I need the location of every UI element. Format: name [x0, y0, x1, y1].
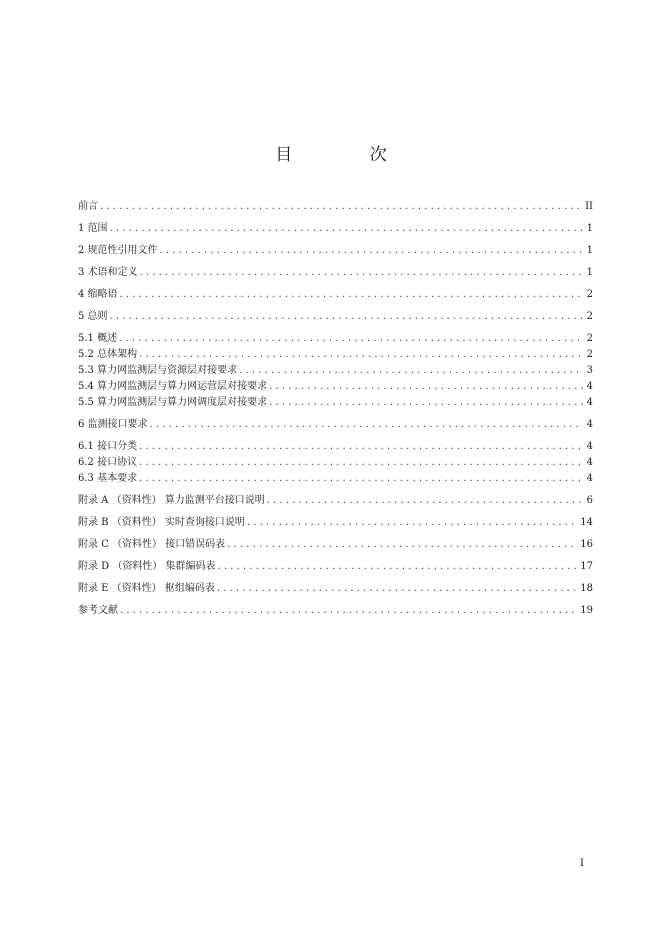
table-of-contents — [78, 193, 593, 619]
toc-entry-1[interactable] — [78, 221, 593, 237]
toc-entry-page: 16 — [580, 539, 593, 550]
toc-dot-leader — [120, 287, 583, 303]
toc-dot-leader — [269, 395, 583, 411]
toc-entry-2[interactable] — [78, 243, 593, 259]
toc-entry-page: 1 — [586, 223, 593, 234]
toc-entry-6-3[interactable] — [78, 471, 593, 487]
toc-dot-leader — [110, 309, 583, 325]
toc-entry-page: 17 — [580, 561, 593, 572]
toc-entry-label: 参考文献 — [78, 605, 118, 616]
toc-dot-leader — [140, 265, 583, 281]
page-title: 目 次 — [275, 145, 423, 165]
toc-entry-label: 5 总则 — [78, 311, 108, 322]
toc-dot-leader — [139, 439, 583, 455]
toc-entry-5[interactable] — [78, 309, 593, 325]
toc-dot-leader — [110, 221, 583, 237]
toc-entry-label: 5.3 算力网监测层与资源层对接要求 — [78, 365, 238, 376]
toc-entry-appendix-e[interactable] — [78, 581, 593, 597]
toc-entry-label: 附录 D （资料性） 集群编码表 — [78, 561, 216, 572]
toc-entry-label: 附录 C （资料性） 接口错误码表 — [78, 539, 226, 550]
toc-entry-page: 2 — [586, 333, 593, 344]
toc-entry-label: 5.2 总体架构 — [78, 349, 138, 360]
toc-entry-4[interactable] — [78, 287, 593, 303]
toc-entry-6[interactable] — [78, 417, 593, 433]
toc-entry-page: 6 — [586, 495, 593, 506]
toc-dot-leader — [227, 537, 578, 553]
toc-entry-page: 4 — [586, 441, 593, 452]
toc-entry-6-2[interactable] — [78, 455, 593, 471]
toc-dot-leader — [160, 243, 583, 259]
toc-entry-page: 1 — [586, 267, 593, 278]
toc-entry-appendix-c[interactable] — [78, 537, 593, 553]
toc-entry-5-5[interactable] — [78, 395, 593, 411]
toc-dot-leader — [239, 363, 583, 379]
toc-entry-5-3[interactable] — [78, 363, 593, 379]
toc-entry-appendix-a[interactable] — [78, 493, 593, 509]
toc-entry-page: II — [585, 201, 593, 212]
toc-dot-leader — [120, 603, 578, 619]
toc-entry-page: 2 — [586, 311, 593, 322]
toc-entry-page: 18 — [580, 583, 593, 594]
toc-dot-leader — [217, 581, 578, 597]
toc-entry-page: 2 — [586, 289, 593, 300]
toc-entry-label: 附录 E （资料性） 枢组编码表 — [78, 583, 215, 594]
toc-entry-label: 2 规范性引用文件 — [78, 245, 158, 256]
toc-entry-6-1[interactable] — [78, 439, 593, 455]
toc-entry-page: 4 — [586, 381, 593, 392]
toc-entry-appendix-b[interactable] — [78, 515, 593, 531]
toc-dot-leader — [247, 515, 578, 531]
toc-entry-label: 6.3 基本要求 — [78, 473, 138, 484]
toc-entry-page: 14 — [580, 517, 593, 528]
toc-entry-page: 4 — [586, 419, 593, 430]
toc-entry-label: 5.4 算力网监测层与算力网运营层对接要求 — [78, 381, 268, 392]
toc-entry-label: 附录 B （资料性） 实时查询接口说明 — [78, 517, 245, 528]
toc-entry-page: 2 — [586, 349, 593, 360]
toc-entry-page: 4 — [586, 397, 593, 408]
toc-entry-label: 3 术语和定义 — [78, 267, 138, 278]
toc-entry-label: 5.1 概述 — [78, 333, 118, 344]
toc-dot-leader — [139, 455, 583, 471]
toc-entry-5-4[interactable] — [78, 379, 593, 395]
toc-entry-label: 6.2 接口协议 — [78, 457, 138, 468]
toc-entry-references[interactable] — [78, 603, 593, 619]
toc-entry-label: 附录 A （资料性） 算力监测平台接口说明 — [78, 495, 265, 506]
toc-dot-leader — [100, 199, 583, 215]
toc-entry-5-2[interactable] — [78, 347, 593, 363]
toc-entry-label: 4 缩略语 — [78, 289, 118, 300]
toc-entry-5-1[interactable] — [78, 331, 593, 347]
toc-entry-label: 前言 — [78, 201, 98, 212]
toc-entry-label: 6.1 接口分类 — [78, 441, 138, 452]
toc-entry-label: 6 监测接口要求 — [78, 419, 148, 430]
toc-entry-page: 4 — [586, 457, 593, 468]
toc-dot-leader — [139, 471, 583, 487]
toc-entry-label: 5.5 算力网监测层与算力网调度层对接要求 — [78, 397, 268, 408]
toc-entry-page: 4 — [586, 473, 593, 484]
toc-dot-leader — [119, 331, 583, 347]
toc-entry-page: 19 — [580, 605, 593, 616]
toc-dot-leader — [150, 417, 583, 433]
toc-entry-page: 1 — [586, 245, 593, 256]
toc-entry-page: 3 — [586, 365, 593, 376]
page-number: I — [580, 858, 584, 869]
toc-entry-foreword[interactable] — [78, 199, 593, 215]
toc-dot-leader — [218, 559, 579, 575]
toc-entry-3[interactable] — [78, 265, 593, 281]
toc-dot-leader — [269, 379, 583, 395]
toc-dot-leader — [139, 347, 583, 363]
toc-dot-leader — [267, 493, 583, 509]
toc-entry-appendix-d[interactable] — [78, 559, 593, 575]
toc-entry-label: 1 范围 — [78, 223, 108, 234]
